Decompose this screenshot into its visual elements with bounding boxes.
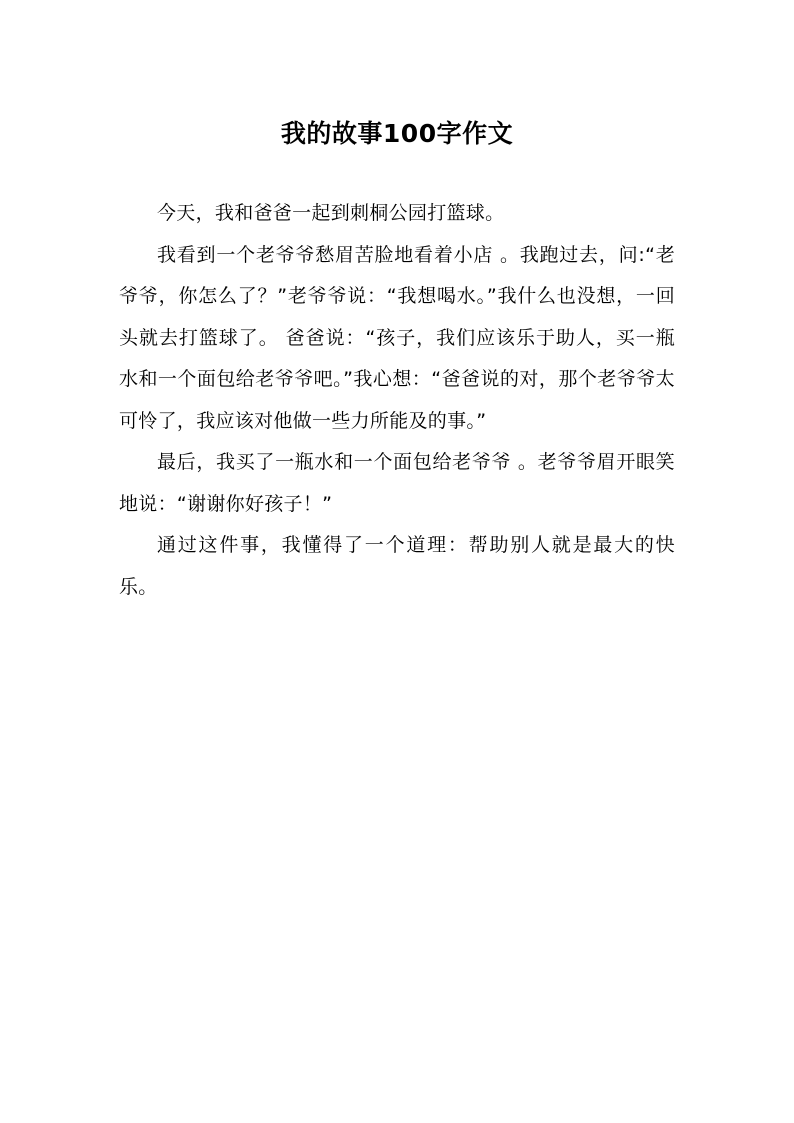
paragraph-1: 今天，我和爸爸一起到刺桐公园打篮球。: [157, 202, 505, 224]
document-title: 我的故事100字作文: [280, 118, 514, 148]
paragraph-3: 最后，我买了一瓶水和一个面包给老爷爷 。老爷爷眉开眼笑地说：“谢谢你好孩子！”: [119, 451, 675, 515]
document-body: [119, 193, 675, 608]
paragraph-2: 我看到一个老爷爷愁眉苦脸地看着小店 。我跑过去，问:“老爷爷，你怎么了？”老爷爷说：“我想喝水。”我什么也没想，一回头就去打篮球了。 爸爸说：“孩子，我们应该乐于助人，买一瓶水和一个面包给老爷爷吧。”我心想：“爸爸说的对，那个老爷爷太可怜了，我应该对他做一些力所能及的事。”: [119, 243, 675, 432]
paragraph-4: 通过这件事，我懂得了一个道理：帮助别人就是最大的快乐。: [119, 534, 675, 598]
